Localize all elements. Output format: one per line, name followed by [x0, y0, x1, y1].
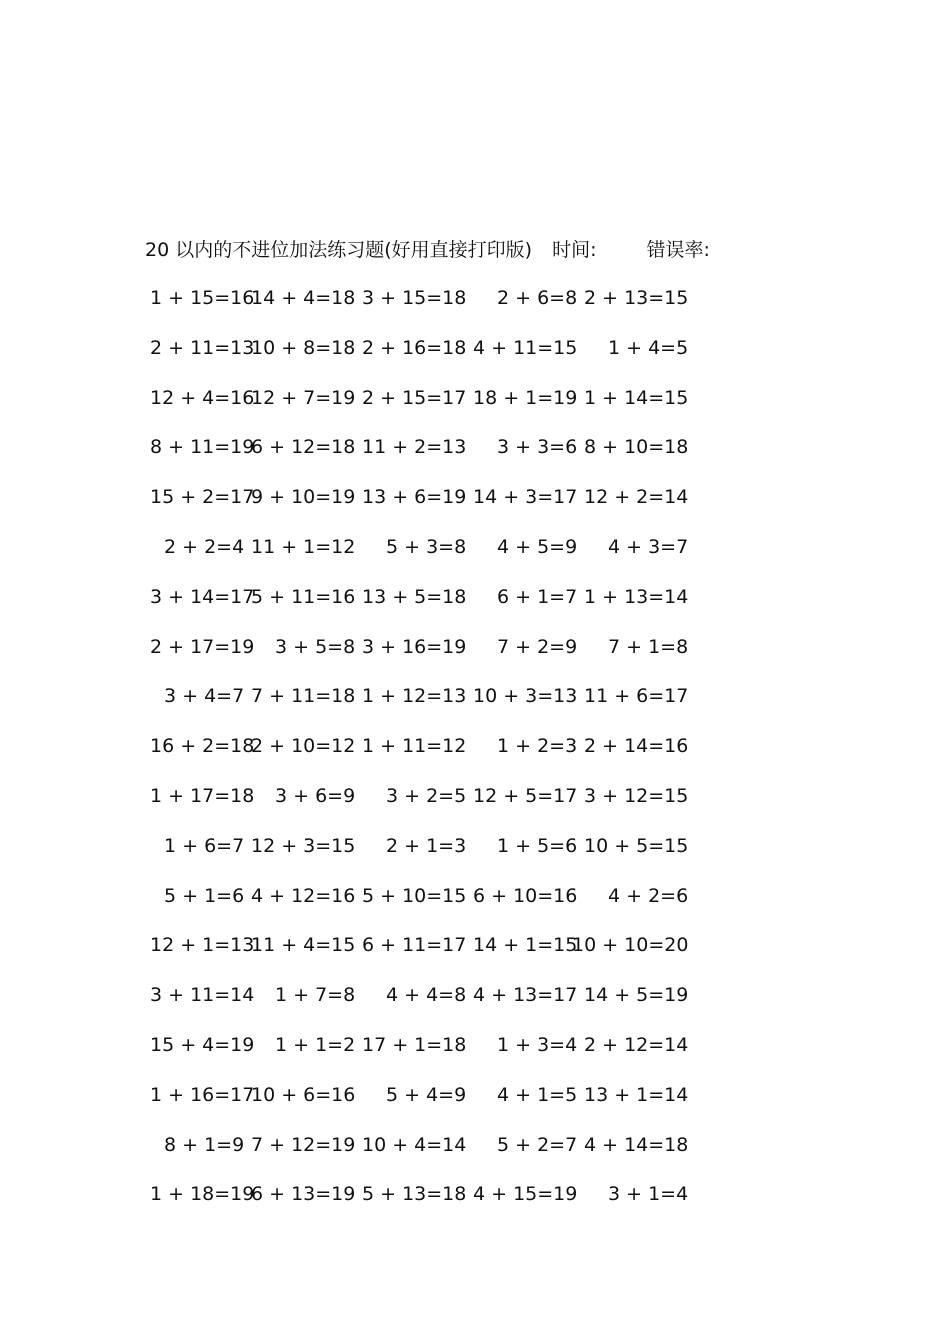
- problem-item: 2 + 10=12: [251, 735, 356, 758]
- error-rate-label: 错误率:: [646, 239, 710, 261]
- problem-item: 2 + 14=16: [584, 735, 689, 758]
- problem-item: 5 + 1=6: [164, 884, 245, 907]
- problem-item: 12 + 5=17: [473, 784, 578, 807]
- problem-item: 1 + 11=12: [362, 735, 467, 758]
- problem-item: 7 + 12=19: [251, 1133, 356, 1156]
- problem-item: 2 + 12=14: [584, 1033, 689, 1056]
- problem-item: 13 + 5=18: [362, 585, 467, 608]
- problem-item: 7 + 11=18: [251, 685, 356, 708]
- problem-item: 4 + 13=17: [473, 984, 578, 1007]
- problem-item: 1 + 3=4: [497, 1033, 578, 1056]
- problem-item: 10 + 5=15: [584, 834, 689, 857]
- problem-item: 2 + 2=4: [164, 535, 245, 558]
- problem-item: 10 + 6=16: [251, 1083, 356, 1106]
- problem-item: 1 + 6=7: [164, 834, 245, 857]
- problem-item: 11 + 6=17: [584, 685, 689, 708]
- problem-item: 10 + 8=18: [251, 336, 356, 359]
- problem-item: 3 + 16=19: [362, 635, 467, 658]
- problem-item: 4 + 11=15: [473, 336, 578, 359]
- problem-item: 8 + 10=18: [584, 436, 689, 459]
- problem-item: 9 + 10=19: [251, 486, 356, 509]
- worksheet-header: [145, 236, 710, 264]
- problem-item: 1 + 5=6: [497, 834, 578, 857]
- problem-item: 10 + 3=13: [473, 685, 578, 708]
- problem-item: 2 + 6=8: [497, 287, 578, 309]
- problem-item: 13 + 6=19: [362, 486, 467, 509]
- problem-item: 11 + 4=15: [251, 934, 356, 957]
- problem-item: 3 + 11=14: [150, 984, 255, 1007]
- problem-item: 12 + 4=16: [150, 386, 255, 409]
- problem-item: 6 + 1=7: [497, 585, 578, 608]
- problem-item: 4 + 14=18: [584, 1133, 689, 1156]
- problem-item: 5 + 10=15: [362, 884, 467, 907]
- problem-item: 5 + 11=16: [251, 585, 356, 608]
- problem-item: 1 + 2=3: [497, 735, 578, 758]
- problem-item: 12 + 1=13: [150, 934, 255, 957]
- worksheet-title: 20 以内的不进位加法练习题(好用直接打印版): [145, 239, 533, 261]
- problem-item: 5 + 3=8: [386, 535, 467, 558]
- problem-item: 4 + 4=8: [386, 984, 467, 1007]
- problem-item: 2 + 15=17: [362, 386, 467, 409]
- problem-item: 1 + 15=16: [150, 287, 255, 309]
- problem-item: 4 + 12=16: [251, 884, 356, 907]
- problem-item: 12 + 3=15: [251, 834, 356, 857]
- problem-item: 14 + 3=17: [473, 486, 578, 509]
- problem-item: 16 + 2=18: [150, 735, 255, 758]
- problem-item: 2 + 16=18: [362, 336, 467, 359]
- problem-item: 3 + 15=18: [362, 287, 467, 309]
- problem-item: 8 + 11=19: [150, 436, 255, 459]
- problem-item: 3 + 2=5: [386, 784, 467, 807]
- problem-item: 14 + 5=19: [584, 984, 689, 1007]
- problem-item: 3 + 6=9: [275, 784, 356, 807]
- problem-item: 6 + 12=18: [251, 436, 356, 459]
- problem-item: 17 + 1=18: [362, 1033, 467, 1056]
- problem-item: 1 + 13=14: [584, 585, 689, 608]
- problem-item: 1 + 12=13: [362, 685, 467, 708]
- problem-item: 5 + 4=9: [386, 1083, 467, 1106]
- problem-item: 14 + 1=15: [473, 934, 578, 957]
- problem-item: 3 + 1=4: [608, 1183, 689, 1206]
- problem-item: 4 + 2=6: [608, 884, 689, 907]
- problem-item: 18 + 1=19: [473, 386, 578, 409]
- problem-item: 6 + 11=17: [362, 934, 467, 957]
- problem-item: 1 + 16=17: [150, 1083, 255, 1106]
- problem-item: 1 + 18=19: [150, 1183, 255, 1206]
- problem-item: 1 + 4=5: [608, 336, 689, 359]
- problem-item: 11 + 2=13: [362, 436, 467, 459]
- problem-item: 10 + 10=20: [572, 934, 689, 957]
- problem-item: 3 + 14=17: [150, 585, 255, 608]
- problem-item: 3 + 12=15: [584, 784, 689, 807]
- time-label: 时间:: [552, 239, 597, 261]
- problem-item: 2 + 13=15: [584, 287, 689, 309]
- problem-item: 1 + 14=15: [584, 386, 689, 409]
- problem-item: 7 + 2=9: [497, 635, 578, 658]
- problem-item: 2 + 17=19: [150, 635, 255, 658]
- problem-item: 2 + 1=3: [386, 834, 467, 857]
- problem-item: 1 + 7=8: [275, 984, 356, 1007]
- problem-item: 6 + 10=16: [473, 884, 578, 907]
- problem-item: 4 + 3=7: [608, 535, 689, 558]
- problem-item: 12 + 7=19: [251, 386, 356, 409]
- problem-item: 1 + 17=18: [150, 784, 255, 807]
- problem-item: 8 + 1=9: [164, 1133, 245, 1156]
- problem-item: 6 + 13=19: [251, 1183, 356, 1206]
- problem-item: 4 + 5=9: [497, 535, 578, 558]
- problem-item: 15 + 4=19: [150, 1033, 255, 1056]
- problem-item: 15 + 2=17: [150, 486, 255, 509]
- problem-item: 3 + 4=7: [164, 685, 245, 708]
- problem-item: 4 + 15=19: [473, 1183, 578, 1206]
- problem-item: 2 + 11=13: [150, 336, 255, 359]
- problem-item: 10 + 4=14: [362, 1133, 467, 1156]
- problem-item: 12 + 2=14: [584, 486, 689, 509]
- problem-item: 3 + 5=8: [275, 635, 356, 658]
- problem-item: 3 + 3=6: [497, 436, 578, 459]
- problem-item: 11 + 1=12: [251, 535, 356, 558]
- problem-item: 7 + 1=8: [608, 635, 689, 658]
- problem-item: 14 + 4=18: [251, 287, 356, 309]
- problem-item: 4 + 1=5: [497, 1083, 578, 1106]
- problem-item: 5 + 13=18: [362, 1183, 467, 1206]
- problem-item: 1 + 1=2: [275, 1033, 356, 1056]
- problem-item: 5 + 2=7: [497, 1133, 578, 1156]
- problem-item: 13 + 1=14: [584, 1083, 689, 1106]
